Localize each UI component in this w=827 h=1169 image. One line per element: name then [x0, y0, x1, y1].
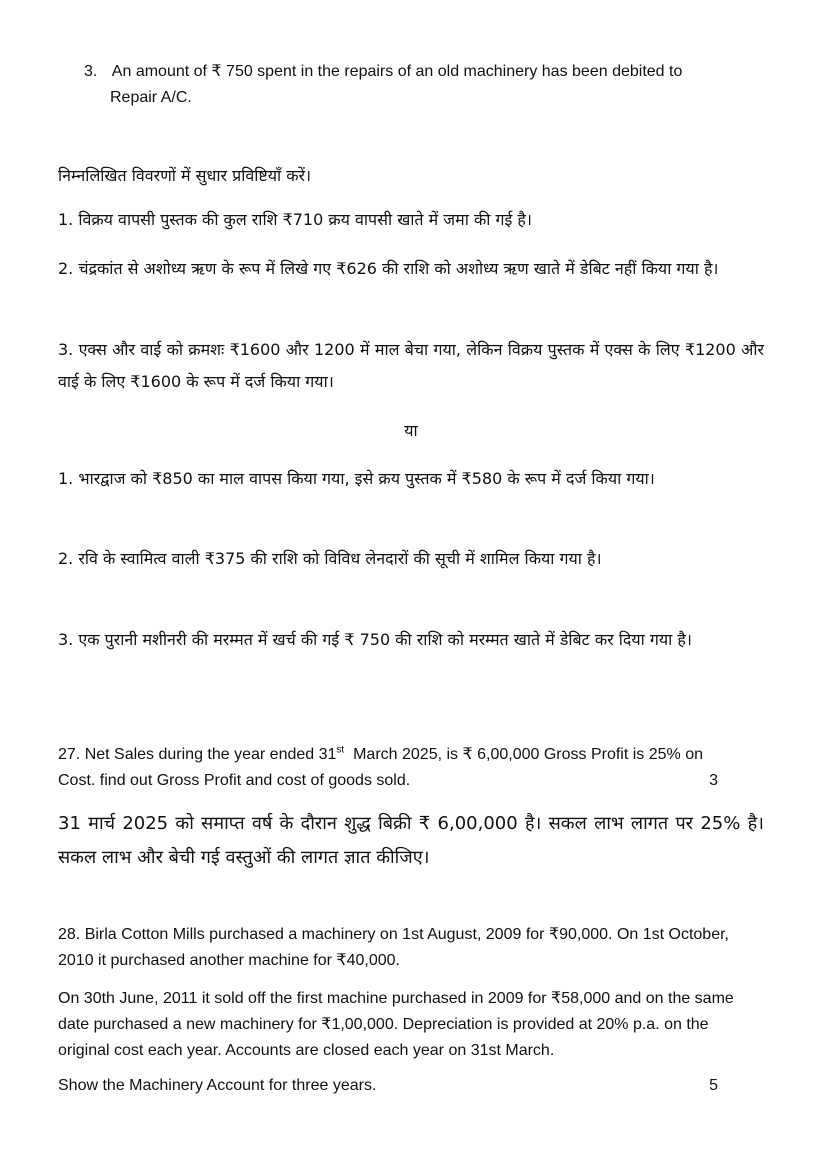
question-27 [58, 742, 764, 794]
q28-para2: On 30th June, 2011 it sold off the first machine purchased in 2009 for ₹58,000 and on the same date purchased a new machinery for ₹1,00,000. Depreciation is provided at 20% p.a. on the original cost each year. Accounts are closed each year on 31st March. [58, 990, 734, 1059]
q28-marks: 5 [709, 1077, 718, 1094]
or-divider: या [404, 421, 418, 440]
hindi-heading: निम्नलिखित विवरणों में सुधार प्रविष्टियाँ करें। [58, 166, 312, 185]
q27-line1-post: March 2025, is ₹ 6,00,000 Gross Profit is 25% on [344, 746, 703, 763]
q27-marks: 3 [709, 772, 718, 789]
item-3-line1: An amount of ₹ 750 spent in the repairs of an old machinery has been debited to [111, 63, 683, 80]
hindi-q3: 3. एक्स और वाई को क्रमशः ₹1600 और 1200 में माल बेचा गया, लेकिन विक्रय पुस्तक में एक्स के लिए ₹1200 और वाई के लिए ₹1600 के रूप में दर्ज किया गया। [58, 340, 764, 391]
q27-hindi: 31 मार्च 2025 को समाप्त वर्ष के दौरान शुद्ध बिक्री ₹ 6,00,000 है। सकल लाभ लागत पर 25% है। सकल लाभ और बेची गई वस्तुओं की लागत ज्ञात कीजिए। [58, 813, 764, 868]
q28-para1: 28. Birla Cotton Mills purchased a machinery on 1st August, 2009 for ₹90,000. On 1st October, 2010 it purchased another machine for ₹40,000. [58, 926, 729, 969]
item-3 [84, 59, 774, 111]
q27-sup: st [336, 744, 345, 756]
hindi-alt2: 2. रवि के स्वामित्व वाली ₹375 की राशि को विविध लेनदारों की सूची में शामिल किया गया है। [58, 549, 602, 568]
hindi-alt1: 1. भारद्वाज को ₹850 का माल वापस किया गया, इसे क्रय पुस्तक में ₹580 के रूप में दर्ज किया गया। [58, 469, 655, 488]
hindi-q2: 2. चंद्रकांत से अशोध्य ऋण के रूप में लिखे गए ₹626 की राशि को अशोध्य ऋण खाते में डेबिट नहीं किया गया है। [58, 259, 719, 278]
hindi-q1: 1. विक्रय वापसी पुस्तक की कुल राशि ₹710 क्रय वापसी खाते में जमा की गई है। [58, 210, 532, 229]
q28-last-line [58, 1073, 764, 1099]
q27-line2: Cost. find out Gross Profit and cost of goods sold. [58, 772, 411, 789]
item-3-line2: Repair A/C. [110, 89, 192, 106]
q27-line1-pre: 27. Net Sales during the year ended 31 [58, 746, 337, 763]
item-3-number: 3. [84, 63, 98, 80]
hindi-alt3: 3. एक पुरानी मशीनरी की मरम्मत में खर्च की गई ₹ 750 की राशि को मरम्मत खाते में डेबिट कर दिया गया है। [58, 630, 692, 649]
q28-instruction: Show the Machinery Account for three years. [58, 1077, 377, 1094]
